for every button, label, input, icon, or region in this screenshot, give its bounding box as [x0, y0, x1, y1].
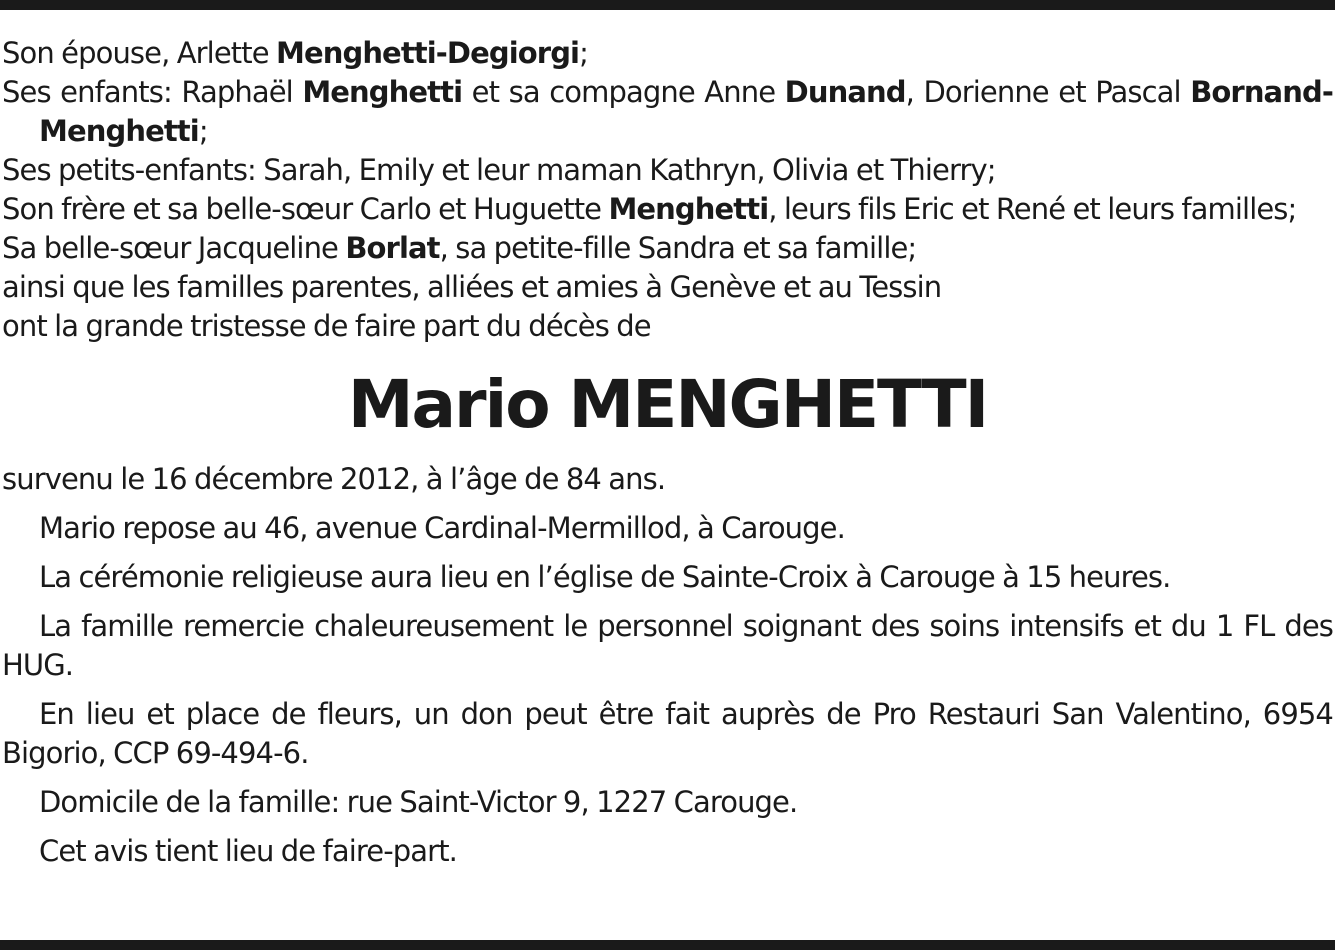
top-rule: [0, 0, 1335, 10]
paragraph-domicile: Domicile de la famille: rue Saint-Victor 9, 1227 Carouge.: [39, 785, 798, 819]
brother-surname: Menghetti: [608, 192, 769, 226]
family-line-spouse: [2, 34, 1333, 73]
bottom-rule: [0, 940, 1335, 950]
family-line-children: [2, 73, 1333, 151]
paragraph-thanks: La famille remercie chaleureusement le personnel soignant des soins intensifs et du 1 FL des HUG.: [2, 609, 1333, 682]
spouse-name: Menghetti-Degiorgi: [275, 36, 580, 70]
child-surname-1: Menghetti: [302, 75, 463, 109]
brother-suffix: , leurs fils Eric et René et leurs familles;: [768, 192, 1297, 226]
family-line-grandchildren: Ses petits-enfants: Sarah, Emily et leur maman Kathryn, Olivia et Thierry;: [2, 153, 996, 187]
sister-in-law-prefix: Sa belle-sœur Jacqueline: [2, 231, 346, 265]
sister-in-law-surname: Borlat: [345, 231, 440, 265]
death-date-line: survenu le 16 décembre 2012, à l’âge de 84 ans.: [2, 462, 666, 496]
children-suffix: ;: [198, 114, 208, 148]
sister-in-law-suffix: , sa petite-fille Sandra et sa famille;: [439, 231, 917, 265]
paragraph-notice: Cet avis tient lieu de faire-part.: [39, 834, 457, 868]
announcement-line: ont la grande tristesse de faire part du décès de: [2, 309, 651, 343]
children-mid-1: et sa compagne Anne: [462, 75, 785, 109]
child-surname-3: Bornand-Menghetti: [39, 75, 1333, 148]
spouse-prefix: Son épouse, Arlette: [2, 36, 276, 70]
family-line-brother: [2, 190, 1333, 229]
paragraph-ceremony: La cérémonie religieuse aura lieu en l’église de Sainte-Croix à Carouge à 15 heures.: [39, 560, 1171, 594]
paragraph-repose: Mario repose au 46, avenue Cardinal-Mermillod, à Carouge.: [39, 511, 845, 545]
deceased-name: Mario MENGHETTI: [347, 366, 988, 443]
child-surname-2: Dunand: [784, 75, 906, 109]
family-line-relatives: ainsi que les familles parentes, alliées et amies à Genève et au Tessin: [2, 270, 942, 304]
family-line-sister-in-law: [2, 229, 1333, 268]
paragraph-donation: En lieu et place de fleurs, un don peut être fait auprès de Pro Restauri San Valentino, 6954 Bigorio, CCP 69-494-6.: [2, 697, 1333, 770]
children-prefix: Ses enfants: Raphaël: [2, 75, 303, 109]
brother-prefix: Son frère et sa belle-sœur Carlo et Huguette: [2, 192, 609, 226]
obituary-notice: [2, 34, 1333, 871]
spouse-suffix: ;: [579, 36, 588, 70]
children-mid-2: , Dorienne et Pascal: [905, 75, 1191, 109]
